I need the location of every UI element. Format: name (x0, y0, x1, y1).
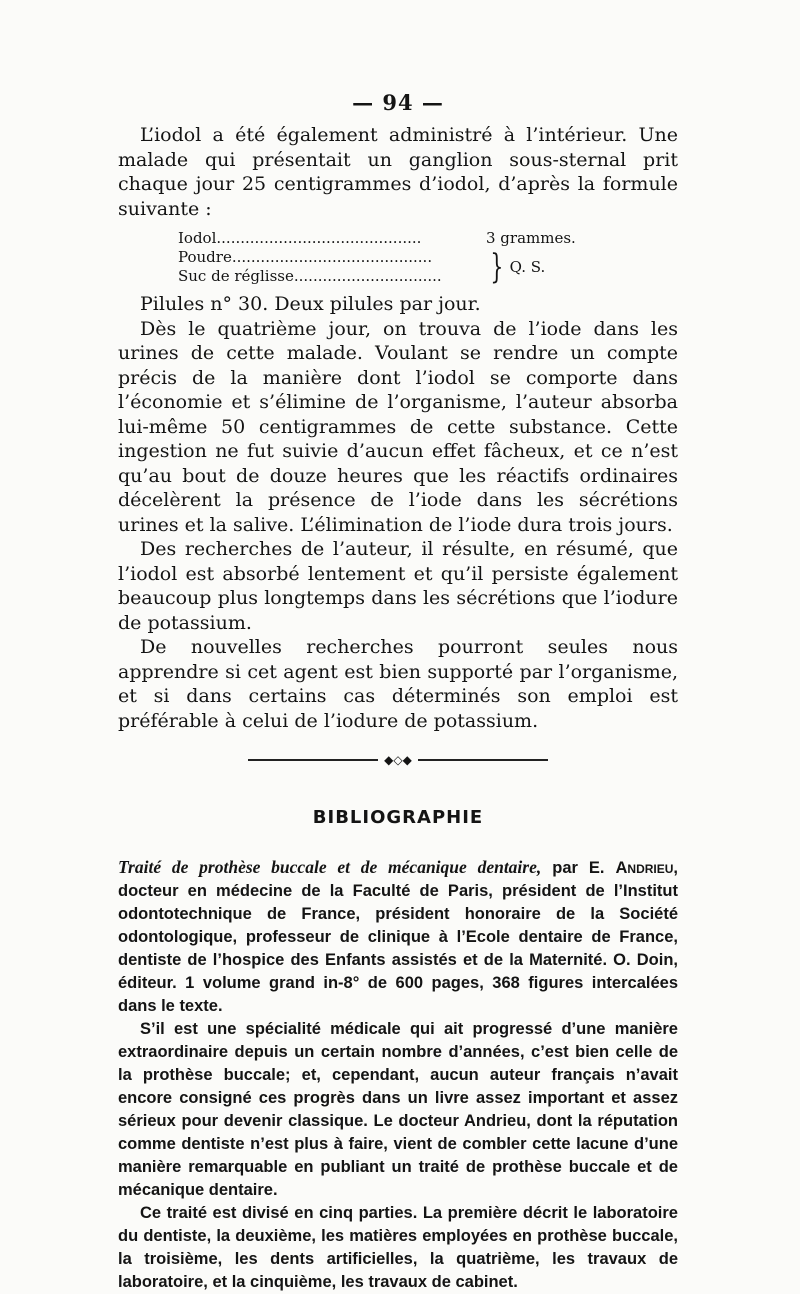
formula-ingredient-iodol: Iodol........................................... (178, 229, 422, 247)
paragraph-conclusion: De nouvelles recherches pourront seules nous apprendre si cet agent est bien supporté par l’organisme, et si dans certains cas déterminés son emploi est préférable à celui de l’iodure de potassium. (118, 636, 678, 732)
page-content (118, 90, 678, 1294)
formula-quantity-iodol: 3 grammes. (486, 229, 576, 247)
formula-ingredient-reglisse: Suc de réglisse............................... (178, 267, 442, 285)
paragraph-resume: Des recherches de l’auteur, il résulte, en résumé, que l’iodol est absorbé lentement et qu’il persiste également beaucoup plus longtemps dans les sécrétions que l’iodure de potassium. (118, 538, 678, 634)
formula-ingredient-group (178, 248, 478, 286)
paragraph-pilules: Pilules n° 30. Deux pilules par jour. (140, 293, 481, 315)
formula-table (178, 229, 678, 286)
book-author: Andrieu, (615, 859, 678, 877)
page-number: — 94 — (352, 90, 444, 115)
formula-brace-group (486, 248, 678, 286)
paragraph-elimination: Dès le quatrième jour, on trouva de l’iode dans les urines de cette malade. Voulant se rendre un compte précis de la manière dont l’iodol se comporte dans l’économie et s’élimine de l’organisme, l’auteur absorba lui-même 50 centigrammes de cette substance. Cette ingestion ne fut suivie d’aucun effet fâcheux, et ce n’est qu’au bout de douze heures que les réactifs ordinaires décelèrent la présence de l’iode dans les sécrétions urines et la salive. L’élimination de l’iode dura trois jours. (118, 317, 678, 536)
ornament-icon: ◆◇◆ (378, 753, 418, 767)
paragraph-iodol-intro: L’iodol a été également administré à l’intérieur. Une malade qui présentait un ganglion sous-sternal prit chaque jour 25 centigrammes d’iodol, d’après la formule suivante : (118, 124, 678, 220)
review-paragraph-2: Ce traité est divisé en cinq parties. La première décrit le laboratoire du dentiste, la deuxième, les matières employées en prothèse buccale, la troisième, les dents artificielles, la quatrième, les travaux de laboratoire, et la cinquième, les travaux de cabinet. (118, 1204, 678, 1291)
bibliography-entry (118, 856, 678, 1018)
brace-icon: } (490, 247, 504, 287)
section-divider (248, 753, 548, 767)
formula-quantity-qs: Q. S. (509, 257, 546, 276)
formula-ingredient-poudre: Poudre.......................................... (178, 248, 433, 266)
review-paragraph-1: S’il est une spécialité médicale qui ait progressé d’une manière extraordinaire depuis un certain nombre d’années, c’est bien celle de la prothèse buccale; et, cependant, aucun auteur français n’avait encore consigné ces progrès dans un livre assez important et assez sérieux pour devenir classique. Le docteur Andrieu, dont la réputation comme dentiste n’est plus à faire, vient de combler cette lacune d’une manière remarquable en publiant un traité de prothèse buccale et de mécanique dentaire. (118, 1020, 678, 1199)
book-by: par E. (541, 859, 616, 877)
section-heading: BIBLIOGRAPHIE (312, 807, 484, 828)
book-title: Traité de prothèse buccale et de mécanique dentaire, (118, 857, 542, 877)
book-details: docteur en médecine de la Faculté de Paris, président de l’Institut odontotechnique de France, président honoraire de la Société odontologique, professeur de clinique à l’Ecole dentaire de France, dentiste de l’hospice des Enfants assistés et de la Maternité. O. Doin, éditeur. 1 volume grand in-8° de 600 pages, 368 figures intercalées dans le texte. (118, 882, 678, 1015)
